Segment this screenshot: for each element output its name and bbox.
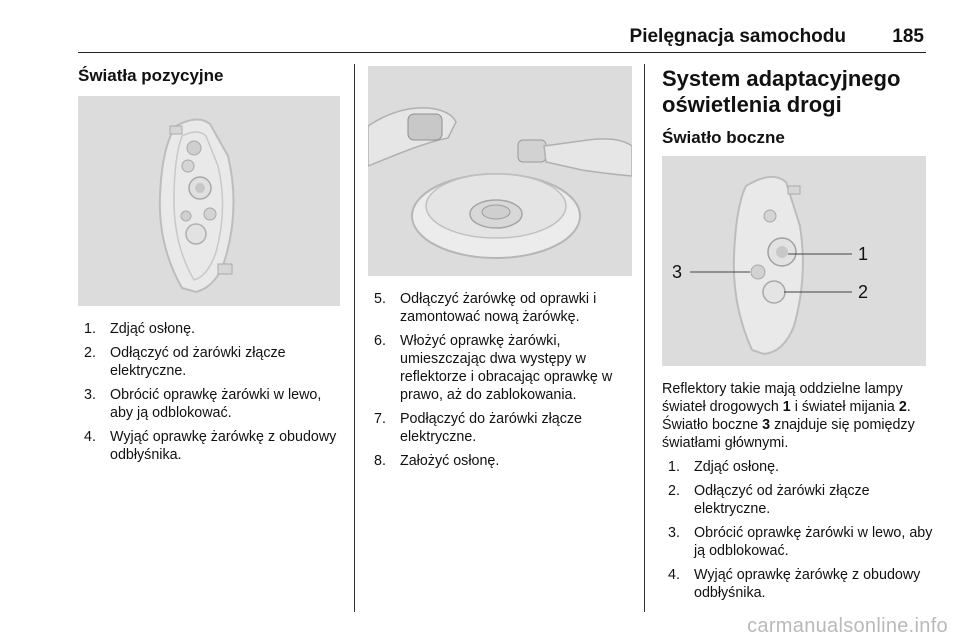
tail-lamp-housing-image (78, 96, 340, 306)
left-column (78, 66, 342, 86)
step-text: Wyjąć oprawkę żarówkę z obudowy odbłyśnika. (110, 429, 337, 463)
page-title: System adaptacyjnego oświetlenia drogi (662, 66, 901, 117)
ref-1: 1 (782, 399, 791, 415)
step-number: 4. (668, 567, 680, 583)
bulb-holder-image (368, 66, 632, 276)
column-divider-right (644, 64, 645, 612)
step-number: 3. (84, 387, 96, 403)
page-number: 185 (892, 26, 924, 47)
left-steps (84, 320, 346, 470)
right-text (662, 380, 934, 452)
step-text: Obrócić oprawkę żarówki w lewo, aby ją odblokować. (694, 525, 933, 559)
list-item (668, 524, 934, 560)
bulb-replacement-illustration (368, 66, 632, 276)
headlamp-image (662, 156, 926, 366)
step-text: Wyjąć oprawkę żarówkę z obudowy odbłyśnika. (694, 567, 921, 601)
step-text: Zdjąć osłonę. (694, 459, 780, 475)
step-number: 8. (374, 453, 386, 469)
step-number: 1. (668, 459, 680, 475)
ref-2: 2 (898, 399, 907, 415)
step-number: 1. (84, 321, 96, 337)
list-item (668, 566, 934, 602)
right-steps (668, 458, 934, 608)
para-text: Reflektory takie mają oddzielne lampy świateł drogowych (662, 381, 903, 415)
step-text: Założyć osłonę. (400, 453, 500, 469)
list-item (668, 482, 934, 518)
step-text: Włożyć oprawkę żarówki, umieszczając dwa występy w reflektorze i obracając oprawkę w prawo, aż do zablokowania. (400, 333, 613, 403)
page-header (78, 24, 926, 53)
list-item (84, 386, 346, 422)
para-text: . Światło boczne (662, 399, 911, 433)
para-text: i świateł mijania (790, 399, 899, 415)
section-heading: Światła pozycyjne (78, 66, 224, 85)
description-paragraph (662, 380, 934, 452)
step-text: Odłączyć od żarówki złącze elektryczne. (694, 483, 870, 517)
column-divider-left (354, 64, 355, 612)
cornering-light-illustration (662, 156, 926, 366)
step-number: 2. (668, 483, 680, 499)
list-item (668, 458, 934, 476)
step-number: 3. (668, 525, 680, 541)
parking-light-illustration (78, 96, 340, 306)
step-number: 7. (374, 411, 386, 427)
section-heading: Światło boczne (662, 128, 785, 147)
callout-1: 1 (858, 244, 869, 264)
step-number: 5. (374, 291, 386, 307)
callout-3: 3 (672, 262, 683, 282)
para-text: znajduje się pomiędzy światłami głównymi. (662, 417, 915, 451)
list-item (84, 344, 346, 380)
step-text: Obrócić oprawkę żarówki w lewo, aby ją odblokować. (110, 387, 322, 421)
list-item (84, 428, 346, 464)
list-item (84, 320, 346, 338)
step-text: Podłączyć do żarówki złącze elektryczne. (400, 411, 582, 445)
step-number: 4. (84, 429, 96, 445)
step-text: Odłączyć żarówkę od oprawki i zamontować nową żarówkę. (400, 291, 597, 325)
right-heading-block (662, 66, 932, 148)
callout-2: 2 (858, 282, 869, 302)
step-number: 2. (84, 345, 96, 361)
list-item (374, 332, 636, 404)
list-item (374, 290, 636, 326)
list-item (374, 452, 636, 470)
step-number: 6. (374, 333, 386, 349)
step-text: Zdjąć osłonę. (110, 321, 196, 337)
step-text: Odłączyć od żarówki złącze elektryczne. (110, 345, 286, 379)
ref-3: 3 (762, 417, 771, 433)
section-title: Pielęgnacja samochodu (629, 26, 846, 47)
watermark: carmanualsonline.info (747, 615, 948, 637)
middle-steps (374, 290, 636, 476)
list-item (374, 410, 636, 446)
